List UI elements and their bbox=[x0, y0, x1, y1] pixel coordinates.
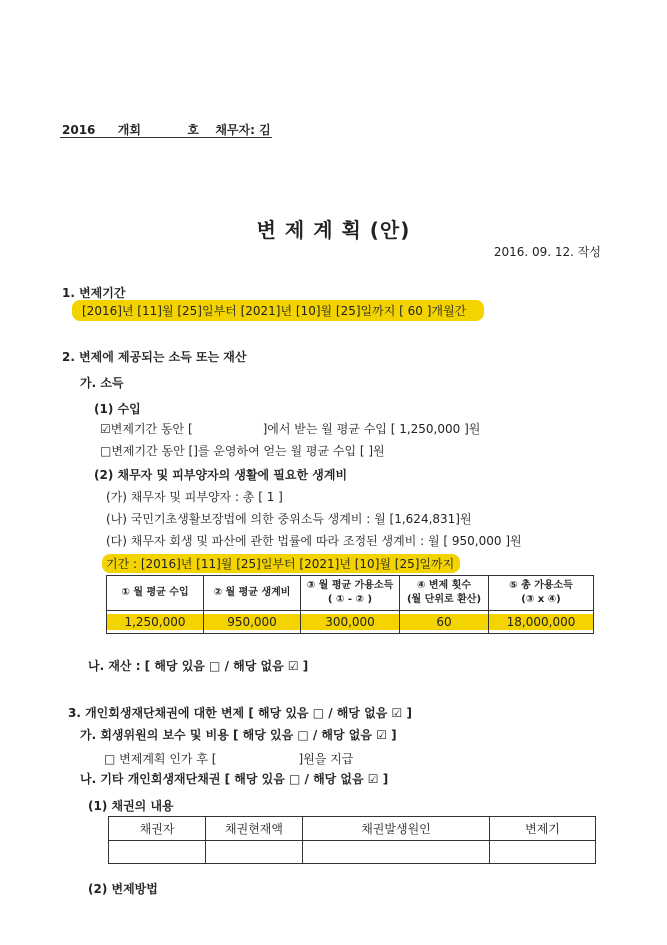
debtor-label: 채무자: bbox=[215, 123, 255, 137]
income-line1-end: ]에서 받는 월 평균 수입 [ 1,250,000 ]원 bbox=[262, 422, 481, 436]
col-monthly-living-cost: ② 월 평균 생계비 bbox=[204, 576, 301, 611]
cell-available-income: 300,000 bbox=[301, 611, 400, 634]
trustee-fee-payment bbox=[104, 750, 353, 767]
claims-table bbox=[108, 816, 596, 864]
section-1-heading: 1. 변제기간 bbox=[62, 286, 126, 300]
living-cost-adjusted: (다) 채무자 회생 및 파산에 관한 법률에 따라 조정된 생계비 : 월 [ 950,000 ]원 bbox=[106, 534, 522, 548]
col-current-amount: 채권현재액 bbox=[206, 817, 303, 841]
repayment-period: [2016]년 [11]월 [25]일부터 [2021]년 [10]월 [25]일까지 [ 60 ]개월간 bbox=[72, 300, 484, 321]
table-header-row bbox=[107, 576, 594, 611]
property-line: 나. 재산 : [ 해당 있음 □ / 해당 없음 ☑ ] bbox=[88, 659, 309, 673]
document-title: 변 제 계 획 (안) bbox=[256, 218, 411, 242]
other-claims-line: 나. 기타 개인회생재단채권 [ 해당 있음 □ / 해당 없음 ☑ ] bbox=[80, 772, 389, 786]
cell-monthly-income: 1,250,000 bbox=[107, 611, 204, 634]
col-total-available: ⑤ 총 가용소득 (③ x ④) bbox=[489, 576, 594, 611]
trustee-fee-start: □ 변제계획 인가 후 [ bbox=[104, 752, 217, 766]
repayment-method-heading: (2) 변제방법 bbox=[88, 882, 158, 896]
income-calc-table bbox=[106, 575, 594, 634]
trustee-fee-line: 가. 회생위원의 보수 및 비용 [ 해당 있음 □ / 해당 없음 ☑ ] bbox=[80, 728, 397, 742]
trustee-fee-end: ]원을 지급 bbox=[298, 752, 354, 766]
col-repayment-count: ④ 변제 횟수 (월 단위로 환산) bbox=[400, 576, 489, 611]
col-monthly-income: ① 월 평균 수입 bbox=[107, 576, 204, 611]
section-2-heading: 2. 변제에 제공되는 소득 또는 재산 bbox=[62, 350, 247, 364]
case-header bbox=[62, 121, 271, 138]
cell-due-date bbox=[490, 841, 596, 864]
income-heading: (1) 수입 bbox=[94, 402, 141, 416]
cell-current-amount bbox=[206, 841, 303, 864]
col-creditor: 채권자 bbox=[109, 817, 206, 841]
table-row bbox=[109, 841, 596, 864]
debtor-name: 김 bbox=[259, 123, 271, 137]
cell-monthly-living-cost: 950,000 bbox=[204, 611, 301, 634]
income-subsection: 가. 소득 bbox=[80, 376, 124, 390]
income-line-employment bbox=[100, 420, 480, 437]
income-line1-start: ☑변제기간 동안 [ bbox=[100, 422, 193, 436]
written-date: 2016. 09. 12. 작성 bbox=[493, 245, 601, 259]
income-line-business: □변제기간 동안 []를 운영하여 얻는 월 평균 수입 [ ]원 bbox=[100, 444, 385, 458]
case-suffix: 호 bbox=[187, 123, 199, 137]
header-underline bbox=[60, 137, 272, 138]
table-row bbox=[107, 611, 594, 634]
case-year: 2016 bbox=[62, 123, 96, 137]
living-cost-dependents: (가) 채무자 및 피부양자 : 총 [ 1 ] bbox=[106, 490, 283, 504]
col-available-income: ③ 월 평균 가용소득 ( ① - ② ) bbox=[301, 576, 400, 611]
table-header-row bbox=[109, 817, 596, 841]
cell-total-available: 18,000,000 bbox=[489, 611, 594, 634]
claims-heading: (1) 채권의 내용 bbox=[88, 799, 174, 813]
court-name: 개회 bbox=[117, 123, 141, 137]
col-due-date: 변제기 bbox=[490, 817, 596, 841]
cell-repayment-count: 60 bbox=[400, 611, 489, 634]
cell-creditor bbox=[109, 841, 206, 864]
living-cost-heading: (2) 채무자 및 피부양자의 생활에 필요한 생계비 bbox=[94, 468, 348, 482]
cell-cause bbox=[303, 841, 490, 864]
col-cause: 채권발생원인 bbox=[303, 817, 490, 841]
living-cost-median: (나) 국민기초생활보장법에 의한 중위소득 생계비 : 월 [1,624,831]원 bbox=[106, 512, 472, 526]
section-3-heading: 3. 개인회생재단채권에 대한 변제 [ 해당 있음 □ / 해당 없음 ☑ ] bbox=[68, 706, 412, 720]
calc-period: 기간 : [2016]년 [11]월 [25]일부터 [2021]년 [10]월 [25]일까지 bbox=[102, 554, 460, 573]
